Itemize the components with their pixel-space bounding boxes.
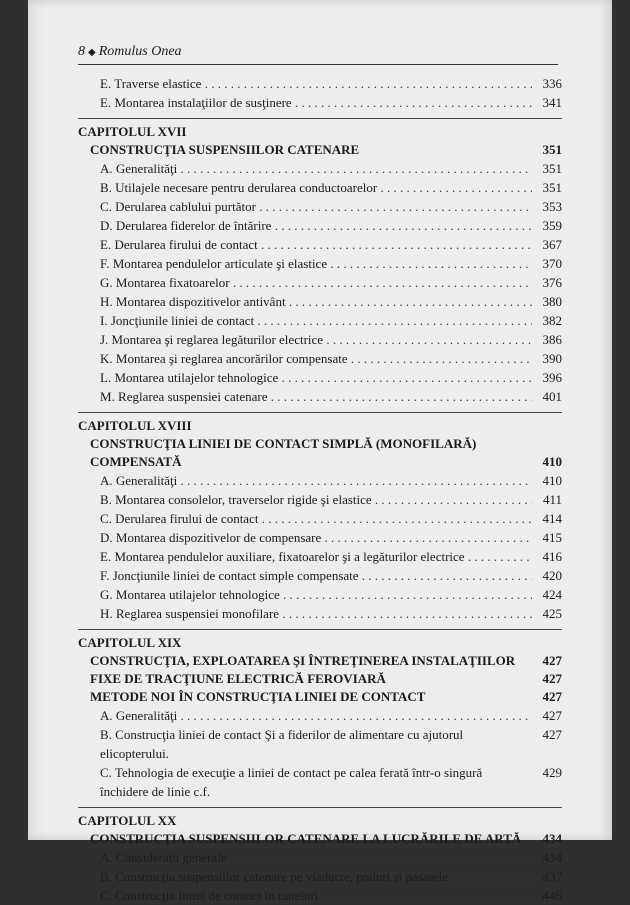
toc-entry: C. Derularea cablului purtător . . . 353 bbox=[78, 197, 562, 216]
toc-entry: B. Montarea consolelor, traverselor rigide şi elastice . . . 411 bbox=[78, 490, 562, 509]
toc-entry: I. Joncţiunile liniei de contact . . . 382 bbox=[78, 311, 562, 330]
toc-entry: G. Montarea fixatoarelor . . . 376 bbox=[78, 273, 562, 292]
author-name: Romulus Onea bbox=[98, 44, 182, 59]
toc-entry: E. Traverse elastice . . . 336 bbox=[78, 74, 562, 93]
toc-entry: A. Consideraţii generale . . . 434 bbox=[78, 848, 562, 867]
chapter-heading: CONSTRUCŢIA LINIEI DE CONTACT SIMPLĂ (MONOFILARĂ) bbox=[90, 436, 477, 451]
toc-entry: E. Montarea pendulelor auxiliare, fixatoarelor şi a legăturilor electrice . . . 416 bbox=[78, 547, 562, 566]
toc-entry: M. Reglarea suspensiei catenare . . . 401 bbox=[78, 387, 562, 406]
diamond-icon: ◆ bbox=[88, 47, 96, 58]
toc-entry: H. Reglarea suspensiei monofilare . . . 425 bbox=[78, 604, 562, 623]
toc-entry: B. Construcţia liniei de contact Şi a fiderilor de alimentare cu ajutorul elicopterului. 427 bbox=[100, 727, 562, 761]
chapter-title: CAPITOLUL XX bbox=[78, 807, 562, 830]
chapter-heading: CONSTRUCŢIA SUSPENSIILOR CATENARE 351 bbox=[90, 142, 562, 157]
toc-entry: J. Montarea şi reglarea legăturilor electrice . . . 386 bbox=[78, 330, 562, 349]
chapter-title: CAPITOLUL XVII bbox=[78, 118, 562, 141]
book-page bbox=[28, 0, 612, 903]
toc-entry: L. Montarea utilajelor tehnologice . . . 396 bbox=[78, 368, 562, 387]
running-header bbox=[78, 44, 558, 65]
toc-entry: H. Montarea dispozitivelor antivânt . . . 380 bbox=[78, 292, 562, 311]
chapter-heading: CONSTRUCŢIA SUSPENSIILOR CATENARE LA LUCRĂRILE DE ARTĂ 434 bbox=[90, 831, 562, 846]
chapter-heading: METODE NOI ÎN CONSTRUCŢIA LINIEI DE CONTACT 427 bbox=[90, 689, 562, 704]
toc-entry: K. Montarea şi reglarea ancorărilor compensate . . . 390 bbox=[78, 349, 562, 368]
toc-entry: C. Tehnologia de execuţie a liniei de contact pe calea ferată într-o singură închidere de linie c.f. 429 bbox=[100, 765, 562, 799]
toc-entry: F. Joncţiunile liniei de contact simple compensate . . . 420 bbox=[78, 566, 562, 585]
chapter-title: CAPITOLUL XVIII bbox=[78, 412, 562, 435]
toc-entry: B. Construcţia suspensiilor catenare pe viaducte, poduri şi pasarele . . . 437 bbox=[78, 867, 562, 886]
toc-entry: D. Montarea dispozitivelor de compensare . . . 415 bbox=[78, 528, 562, 547]
table-of-contents bbox=[78, 74, 562, 905]
toc-entry: F. Montarea pendulelor articulate şi elastice . . . 370 bbox=[78, 254, 562, 273]
chapter-title: CAPITOLUL XIX bbox=[78, 629, 562, 652]
chapter-heading: CONSTRUCŢIA, EXPLOATAREA ŞI ÎNTREŢINEREA INSTALAŢIILOR 427 bbox=[90, 653, 562, 668]
toc-entry: C. Derularea firului de contact . . . 414 bbox=[78, 509, 562, 528]
toc-entry: G. Montarea utilajelor tehnologice . . . 424 bbox=[78, 585, 562, 604]
toc-entry: A. Generalităţi . . . 410 bbox=[78, 471, 562, 490]
toc-entry: A. Generalităţi . . . 351 bbox=[78, 159, 562, 178]
toc-entry: A. Generalităţi . . . 427 bbox=[78, 706, 562, 725]
toc-entry: E. Derularea firului de contact . . . 367 bbox=[78, 235, 562, 254]
toc-entry: E. Montarea instalaţiilor de susţinere . . . 341 bbox=[78, 93, 562, 112]
toc-entry: B. Utilajele necesare pentru derularea conductoarelor . . . 351 bbox=[78, 178, 562, 197]
chapter-heading: COMPENSATĂ 410 bbox=[90, 454, 562, 469]
toc-entry: C. Construcţia liniei de contact în tuneluri . . . 446 bbox=[78, 886, 562, 905]
chapter-heading: FIXE DE TRACŢIUNE ELECTRICĂ FEROVIARĂ 427 bbox=[90, 671, 562, 686]
toc-entry: D. Derularea fiderelor de întărire . . . 359 bbox=[78, 216, 562, 235]
page-number: 8 bbox=[78, 44, 85, 59]
